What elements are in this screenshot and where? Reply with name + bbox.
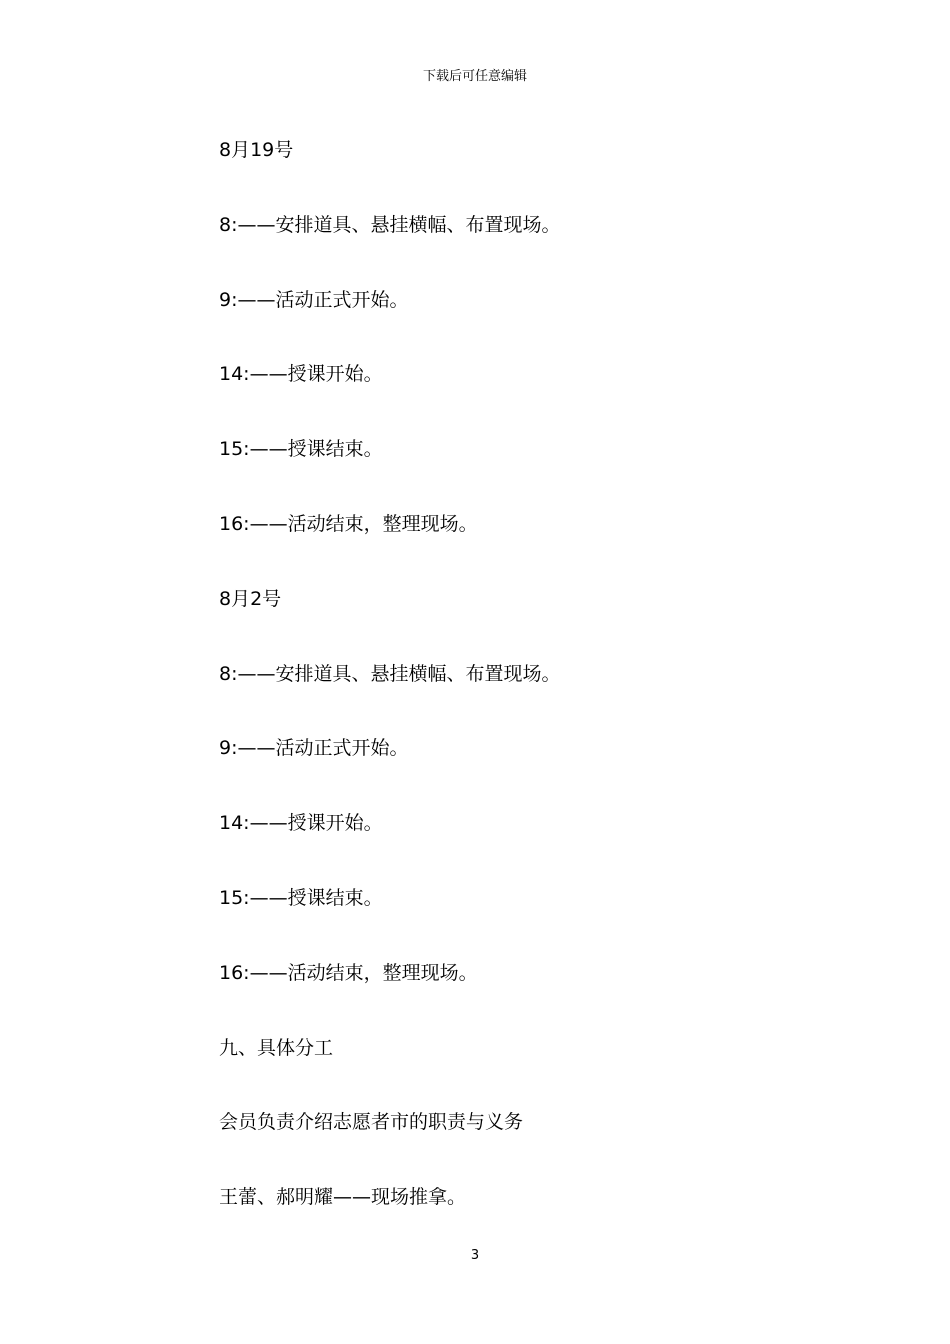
page-header: 下载后可任意编辑 [422,69,527,84]
schedule-item: 8:——安排道具、悬挂横幅、布置现场。 [219,213,561,236]
schedule-item: 15:——授课结束。 [219,886,383,909]
schedule-item: 8:——安排道具、悬挂横幅、布置现场。 [219,662,561,685]
date-heading-aug-2: 8月2号 [219,587,282,610]
paragraph: 会员负责介绍志愿者市的职责与义务 [219,1111,524,1134]
schedule-item: 16:——活动结束，整理现场。 [219,512,478,535]
paragraph: 王蕾、郝明耀——现场推拿。 [219,1186,467,1209]
section-heading: 九、具体分工 [219,1036,334,1059]
document-body [219,136,839,1258]
page-number: 3 [470,1248,480,1263]
schedule-item: 15:——授课结束。 [219,438,383,461]
schedule-item: 9:——活动正式开始。 [219,288,409,311]
date-heading-aug-19: 8月19号 [219,139,294,161]
schedule-item: 14:——授课开始。 [219,812,383,835]
schedule-item: 14:——授课开始。 [219,363,383,386]
schedule-item: 16:——活动结束，整理现场。 [219,961,478,984]
schedule-item: 9:——活动正式开始。 [219,737,409,760]
